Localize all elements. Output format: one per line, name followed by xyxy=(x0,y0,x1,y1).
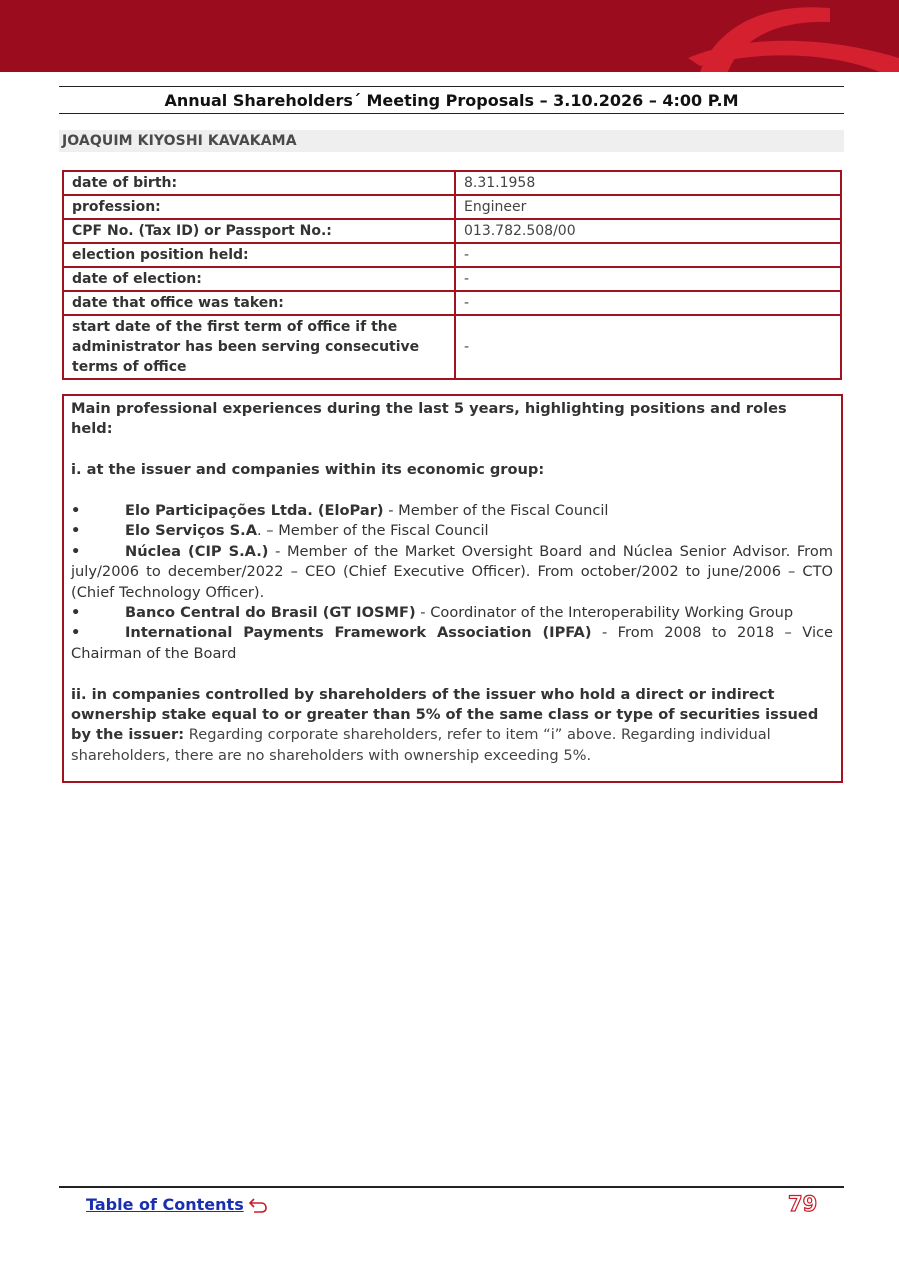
row-label: date of birth: xyxy=(63,171,455,195)
role-text: - Coordinator of the Interoperability Working Group xyxy=(415,604,794,622)
page-title-bar xyxy=(59,86,844,114)
row-label: election position held: xyxy=(63,243,455,267)
page-number: 79 xyxy=(788,1192,818,1216)
banner-graphic xyxy=(0,0,899,72)
section-i-heading: i. at the issuer and companies within its economic group: xyxy=(71,461,545,479)
bullet-icon: • xyxy=(71,522,81,540)
table-row xyxy=(63,219,841,243)
role-text: - Member of the Market Oversight Board and Núclea Senior Advisor. From july/2006 to december/2022 – CEO (Chief Executive Officer). From october/2002 to june/2006 – CTO (Chief Technology Officer). xyxy=(71,542,833,601)
section-ii xyxy=(71,685,833,767)
list-item xyxy=(71,501,833,521)
row-value: - xyxy=(455,315,841,379)
row-value: 8.31.1958 xyxy=(455,171,841,195)
table-row xyxy=(63,171,841,195)
experience-heading: Main professional experiences during the last 5 years, highlighting positions and roles held: xyxy=(71,400,787,438)
table-row xyxy=(63,291,841,315)
experience-box xyxy=(62,394,843,783)
table-row xyxy=(63,243,841,267)
list-item xyxy=(71,521,833,541)
row-label: profession: xyxy=(63,195,455,219)
list-item xyxy=(71,623,833,664)
company-name: Elo Serviços S.A xyxy=(125,522,257,540)
row-label: date of election: xyxy=(63,267,455,291)
row-value: - xyxy=(455,243,841,267)
return-arrow-icon xyxy=(248,1196,268,1214)
table-row xyxy=(63,267,841,291)
header-banner xyxy=(0,0,899,72)
company-name: Elo Participações Ltda. (EloPar) xyxy=(125,502,384,519)
footer-divider xyxy=(59,1186,844,1188)
role-text: . – Member of the Fiscal Council xyxy=(257,522,489,540)
role-text: - From 2008 to 2018 – Vice Chairman of the Board xyxy=(71,624,834,662)
person-name: JOAQUIM KIYOSHI KAVAKAMA xyxy=(62,133,297,149)
banner-background xyxy=(0,0,899,72)
list-item xyxy=(71,542,833,603)
page-title: Annual Shareholders´ Meeting Proposals – 3.10.2026 – 4:00 P.M xyxy=(164,90,739,110)
list-item xyxy=(71,603,833,623)
row-label: CPF No. (Tax ID) or Passport No.: xyxy=(63,219,455,243)
table-of-contents-link[interactable] xyxy=(86,1195,268,1214)
company-name: Banco Central do Brasil (GT IOSMF) xyxy=(125,604,416,622)
row-value: - xyxy=(455,291,841,315)
company-name: Núclea (CIP S.A.) xyxy=(125,542,269,560)
row-label: start date of the first term of office if the administrator has been serving consecutive terms of office xyxy=(63,315,455,379)
bullet-icon: • xyxy=(71,542,81,560)
personal-info-table xyxy=(62,170,842,380)
company-name: International Payments Framework Association (IPFA) xyxy=(125,624,592,642)
bullet-icon: • xyxy=(71,502,81,519)
section-ii-heading: ii. in companies controlled by shareholders of the issuer who hold a direct or indirect ownership stake equal to or greater than 5% of the same class or type of securities issued by the issuer: xyxy=(71,685,819,744)
role-text: - Member of the Fiscal Council xyxy=(383,502,609,519)
row-value: - xyxy=(455,267,841,291)
person-name-bar xyxy=(59,130,844,152)
section-ii-text: Regarding corporate shareholders, refer to item “i” above. Regarding individual shareholders, there are no shareholders with ownership exceeding 5%. xyxy=(71,726,771,764)
bullet-icon: • xyxy=(71,604,81,622)
table-row xyxy=(63,195,841,219)
row-value: 013.782.508/00 xyxy=(455,219,841,243)
row-label: date that office was taken: xyxy=(63,291,455,315)
row-value: Engineer xyxy=(455,195,841,219)
table-row xyxy=(63,315,841,379)
bullet-icon: • xyxy=(71,624,81,642)
toc-label: Table of Contents xyxy=(86,1195,244,1214)
